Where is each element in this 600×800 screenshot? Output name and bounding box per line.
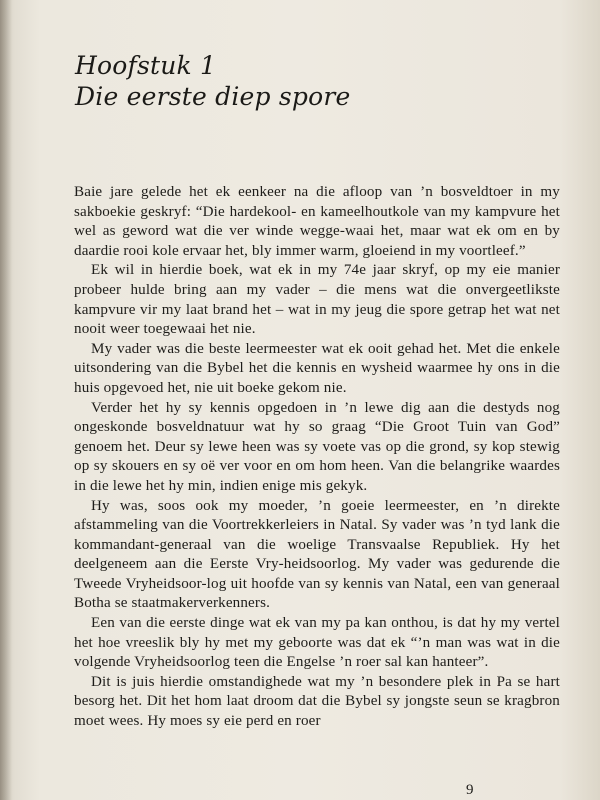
page-number: 9 (466, 782, 474, 798)
paragraph-7: Dit is juis hierdie omstandighede wat my ’n besondere plek in Pa se hart besorg het. Dit het hom laat droom dat die Bybel sy jongste seun se kragbron moet wees. Hy moes sy eie perd en roer (74, 673, 560, 730)
binding-shadow (0, 0, 12, 800)
body-text (74, 183, 560, 732)
chapter-title: Die eerste diep spore (75, 82, 351, 111)
paragraph-3: My vader was die beste leermeester wat ek ooit gehad het. Met die enkele uitsondering van die Bybel het die kennis en wysheid waarmee hy ons in die huis opgevoed het, nie uit boeke gekom nie. (74, 340, 560, 396)
chapter-number: Hoofstuk 1 (75, 51, 217, 80)
paragraph-6: Een van die eerste dinge wat ek van my pa kan onthou, is dat hy my vertel het hoe vreeslik bly hy met my geboorte was dat ek “’n man was wat in die volgende Vryheidsoorlog teen die Engelse ’n roer sal kan hanteer”. (74, 615, 560, 671)
paragraph-5: Hy was, soos ook my moeder, ’n goeie leermeester, en ’n direkte afstammeling van die Voortrekkerleiers in Natal. Sy vader was ’n tyd lank die kommandant-generaal van die woelige Transvaalse Republiek. Hy het deelgeneem aan die Eerste Vry-heidsoorlog. My vader was gedurende die Tweede Vryheidsoor-log uit hoofde van sy kennis van Natal, een van generaal Botha se staatmakerverkenners. (74, 497, 560, 612)
chapter-heading (75, 50, 555, 112)
paragraph-4: Verder het hy sy kennis opgedoen in ’n lewe dig aan die destyds nog ongeskonde bosveldnatuur wat hy so graag “Die Groot Tuin van God” genoem het. Deur sy lewe heen was sy voete vas op die grond, sy kop stewig op sy skouers en sy oë ver voor en om hom heen. Van die belangrike waardes in die lewe het hy min, indien enige mis gekyk. (74, 399, 560, 494)
paragraph-2: Ek wil in hierdie boek, wat ek in my 74e jaar skryf, op my eie manier probeer hulde bring aan my vader – die mens wat die onvergeetlikste kampvure vir my laat brand het – wat in my jeug die spore getrap het wat net nooit weer toegewaai het nie. (74, 262, 560, 338)
paragraph-1: Baie jare gelede het ek eenkeer na die afloop van ’n bosveldtoer in my sakboekie geskryf: “Die hardekool- en kameelhoutkole van my kampvure het wel as geword wat die ver winde wegge-waai het, maar wat ek om en by daardie rooi kole ervaar het, bly immer warm, gloeiend in my voortleef.” (74, 184, 560, 259)
